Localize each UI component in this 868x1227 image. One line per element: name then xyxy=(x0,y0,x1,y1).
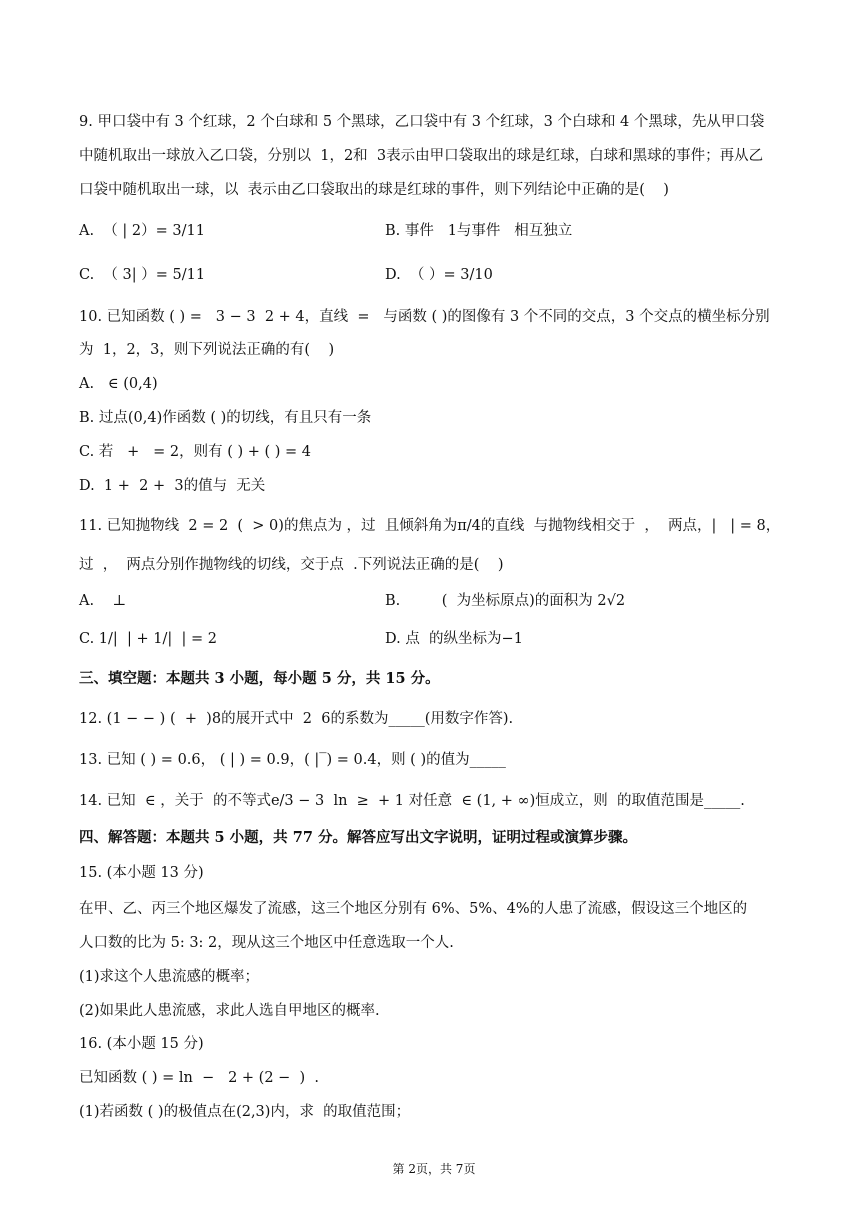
q14: 14. 已知 ∈ ，关于 的不等式e/3 − 3 ln ≥ + 1 对任意 ∈ (1, + ∞)恒成立，则 的取值范围是_____. xyxy=(79,793,745,809)
q16-header: 16. (本小题 15 分) xyxy=(79,1036,204,1052)
q10-option-a: A. ∈ (0,4) xyxy=(79,376,158,392)
q11-line-1: 11. 已知抛物线 2 = 2 ( > 0)的焦点为 ，过 且倾斜角为π/4的直线 与抛物线相交于 ， 两点，| | = 8， xyxy=(79,518,781,534)
q9-option-d: D. （ ）= 3/10 xyxy=(385,267,493,283)
q9-line-3: 口袋中随机取出一球，以 表示由乙口袋取出的球是红球的事件，则下列结论中正确的是( ) xyxy=(79,182,669,198)
q9-line-1: 9. 甲口袋中有 3 个红球，2 个白球和 5 个黑球，乙口袋中有 3 个红球，3 个白球和 4 个黑球，先从甲口袋 xyxy=(79,114,765,130)
q11-line-2: 过 ， 两点分别作抛物线的切线，交于点 .下列说法正确的是( ) xyxy=(79,557,504,573)
q9-line-2: 中随机取出一球放入乙口袋，分别以 1，2和 3表示由甲口袋取出的球是红球，白球和黑球的事件；再从乙 xyxy=(79,148,764,164)
q10-option-b: B. 过点(0,4)作函数 ( )的切线，有且只有一条 xyxy=(79,410,372,426)
q15-header: 15. (本小题 13 分) xyxy=(79,865,204,881)
q15-part-1: (1)求这个人患流感的概率； xyxy=(79,969,260,985)
q11-option-d: D. 点 的纵坐标为−1 xyxy=(385,631,523,647)
q16-part-1: (1)若函数 ( )的极值点在(2,3)内，求 的取值范围； xyxy=(79,1104,411,1120)
q9-option-c: C. （ 3| ）= 5/11 xyxy=(79,267,206,283)
q15-part-2: (2)如果此人患流感，求此人选自甲地区的概率. xyxy=(79,1003,380,1019)
section-4-heading: 四、解答题：本题共 5 小题，共 77 分。解答应写出文字说明，证明过程或演算步骤。 xyxy=(79,829,637,846)
q15-line-2: 人口数的比为 5: 3: 2，现从这三个地区中任意选取一个人. xyxy=(79,935,454,951)
q11-option-b: B. ( 为坐标原点)的面积为 2√2 xyxy=(385,593,626,609)
q10-option-d: D. 1 + 2 + 3的值与 无关 xyxy=(79,478,266,494)
q11-option-a: A. ⊥ xyxy=(79,593,127,609)
q12: 12. (1 − − ) ( + )8的展开式中 2 6的系数为_____(用数字作答). xyxy=(79,711,514,727)
q10-line-1: 10. 已知函数 ( ) = 3 − 3 2 + 4，直线 = 与函数 ( )的图像有 3 个不同的交点，3 个交点的横坐标分别 xyxy=(79,309,770,325)
page-footer: 第 2页，共 7页 xyxy=(392,1162,476,1176)
q9-option-a: A. （ | 2）= 3/11 xyxy=(79,223,205,239)
q11-option-c: C. 1/| | + 1/| | = 2 xyxy=(79,631,217,647)
q13: 13. 已知 ( ) = 0.6， ( | ) = 0.9，( |‾) = 0.4，则 ( )的值为_____ xyxy=(79,752,506,768)
q16-line-1: 已知函数 ( ) = ln − 2 + (2 − ) . xyxy=(79,1070,320,1086)
q10-option-c: C. 若 + = 2，则有 ( ) + ( ) = 4 xyxy=(79,444,311,460)
q9-option-b: B. 事件 1与事件 相互独立 xyxy=(385,223,573,239)
q10-line-2: 为 1，2，3，则下列说法正确的有( ) xyxy=(79,342,335,358)
section-3-heading: 三、填空题：本题共 3 小题，每小题 5 分，共 15 分。 xyxy=(79,670,440,687)
q15-line-1: 在甲、乙、丙三个地区爆发了流感，这三个地区分别有 6%、5%、4%的人患了流感，假设这三个地区的 xyxy=(79,901,748,917)
